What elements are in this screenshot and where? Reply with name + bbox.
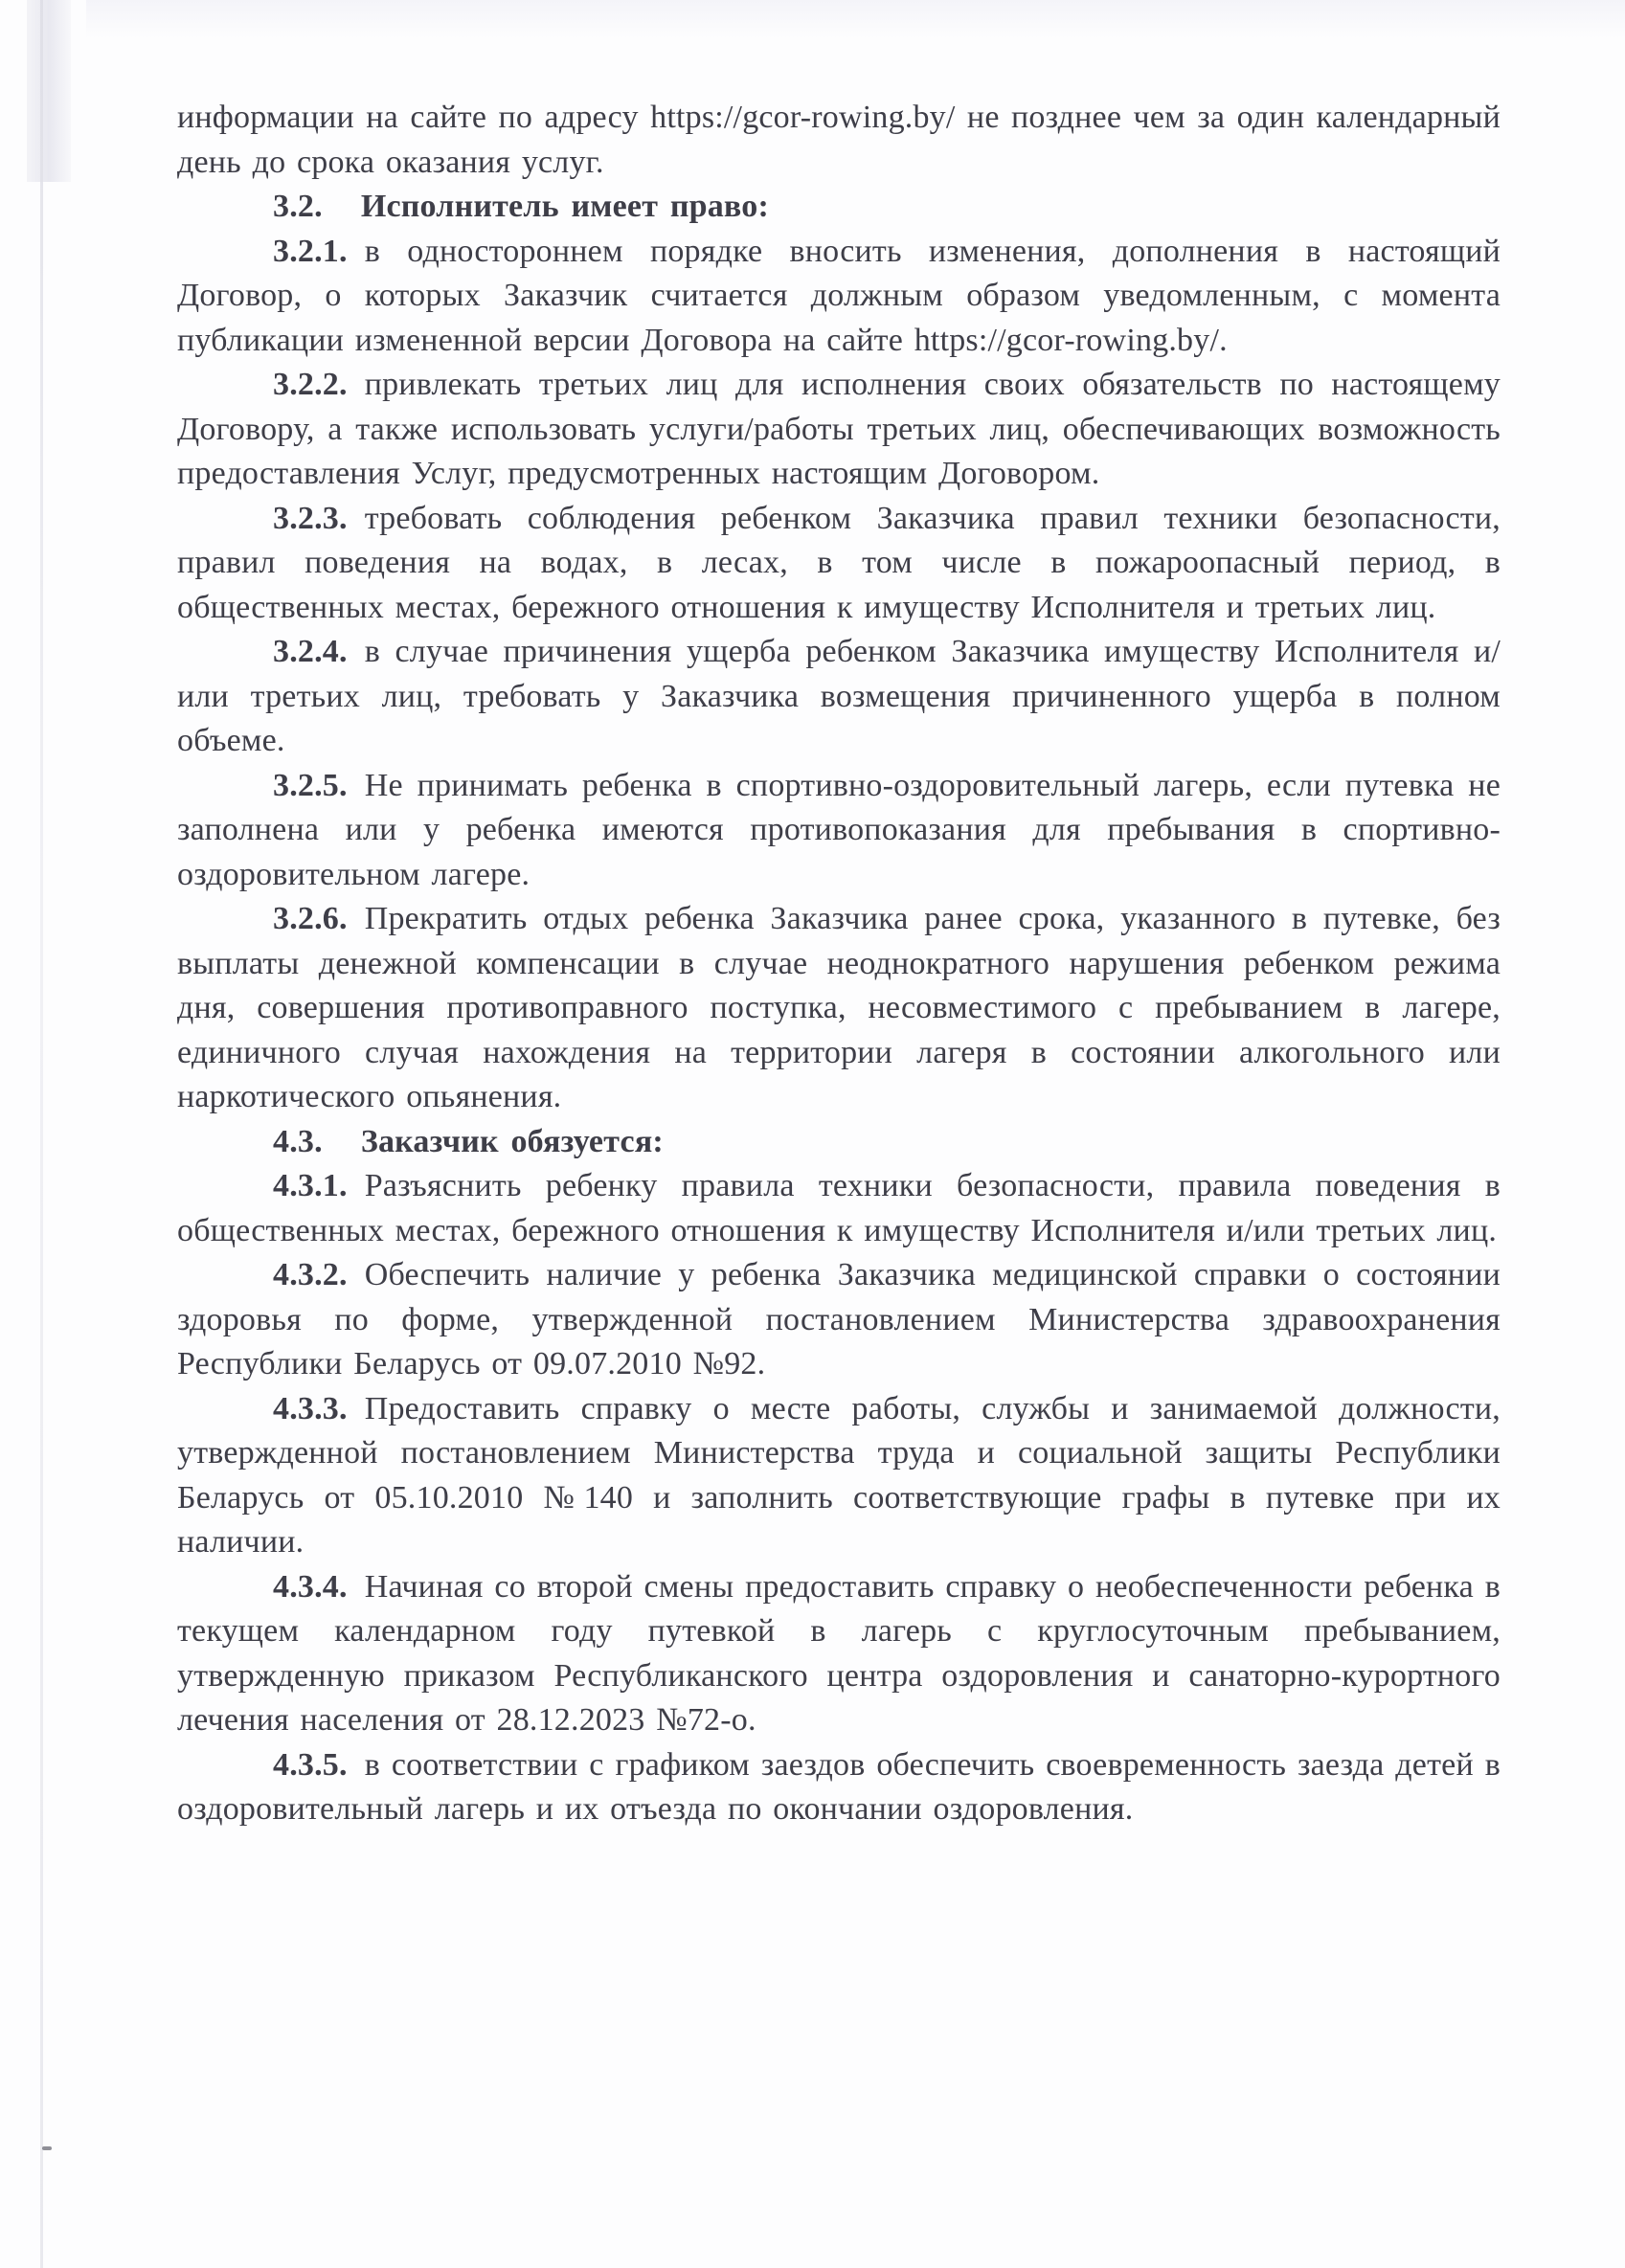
clause-number: 4.3.5. <box>273 1746 348 1783</box>
clause-number: 3.2.4. <box>273 634 348 669</box>
clause-text: Не принимать ребенка в спортивно-оздоровительный лагерь, если путевка не заполнена или у ребенка имеются противопоказания для пребывания в спортивно-оздоровительном лагере. <box>177 767 1501 892</box>
clause-paragraph <box>177 1743 1501 1832</box>
clause-text: Исполнитель имеет право: <box>360 189 769 224</box>
clause-paragraph <box>177 1387 1501 1565</box>
clause-text: Прекратить отдых ребенка Заказчика ранее срока, указанного в путевке, без выплаты денежной компенсации в случае неоднократного нарушения ребенком режима дня, совершения противоправного поступка, несовместимого с пребыванием в лагере, единичного случая нахождения на территории лагеря в состоянии алкогольного или наркотического опьянения. <box>177 901 1501 1114</box>
clause-text: в случае причинения ущерба ребенком Заказчика имуществу Исполнителя и/или третьих лиц, требовать у Заказчика возмещения причиненного ущерба в полном объеме. <box>177 634 1501 758</box>
clause-paragraph <box>177 764 1501 898</box>
clause-paragraph <box>177 1164 1501 1253</box>
clause-number: 4.3. <box>273 1123 323 1159</box>
clause-paragraph <box>177 363 1501 497</box>
scan-artifact-shade <box>27 0 71 182</box>
clause-number: 4.3.3. <box>273 1390 348 1426</box>
clause-paragraph <box>177 630 1501 764</box>
continuation-paragraph <box>177 96 1501 185</box>
clause-number: 4.3.1. <box>273 1168 348 1203</box>
scan-artifact-haze <box>86 0 1625 38</box>
clause-number: 3.2.5. <box>273 767 348 803</box>
document-body <box>177 96 1501 1832</box>
clause-text: требовать соблюдения ребенком Заказчика правил техники безопасности, правил поведения на водах, в лесах, в том числе в пожароопасный период, в общественных местах, бережного отношения к имуществу Исполнителя и третьих лиц. <box>177 500 1501 625</box>
clause-paragraph <box>177 1565 1501 1743</box>
clause-text: в соответствии с графиком заездов обеспечить своевременность заезда детей в оздоровительный лагерь и их отъезда по окончании оздоровления. <box>177 1746 1501 1827</box>
scan-artifact-tick <box>42 2146 52 2150</box>
clause-text: Начиная со второй смены предоставить справку о необеспеченности ребенка в текущем календарном году путевкой в лагерь с круглосуточным пребыванием, утвержденную приказом Республиканского центра оздоровления и санаторно-курортного лечения населения от 28.12.2023 №72-о. <box>177 1568 1501 1738</box>
clause-paragraph <box>177 230 1501 364</box>
clause-text: Заказчик обязуется: <box>360 1123 664 1159</box>
clause-number: 3.2.3. <box>273 500 348 536</box>
clause-text: информации на сайте по адресу https://gcor-rowing.by/ не позднее чем за один календарный день до срока оказания услуг. <box>177 100 1501 180</box>
clause-text: Обеспечить наличие у ребенка Заказчика медицинской справки о состоянии здоровья по форме, утвержденной постановлением Министерства здравоохранения Республики Беларусь от 09.07.2010 №92. <box>177 1257 1501 1381</box>
clause-number: 3.2. <box>273 189 323 224</box>
clause-text: Предоставить справку о месте работы, службы и занимаемой должности, утвержденной постановлением Министерства труда и социальной защиты Республики Беларусь от 05.10.2010 №140 и заполнить соответствующие графы в путевке при их наличии. <box>177 1390 1501 1560</box>
clause-number: 3.2.6. <box>273 901 348 936</box>
clause-number: 4.3.4. <box>273 1568 348 1605</box>
section-heading <box>177 185 1501 230</box>
clause-paragraph <box>177 1253 1501 1387</box>
clause-text: в одностороннем порядке вносить изменения, дополнения в настоящий Договор, о которых Заказчик считается должным образом уведомленным, с момента публикации измененной версии Договора на сайте https://gcor-rowing.by/. <box>177 233 1501 358</box>
clause-paragraph <box>177 497 1501 631</box>
clause-number: 3.2.1. <box>273 233 348 269</box>
scan-artifact-line <box>40 0 43 2268</box>
clause-paragraph <box>177 897 1501 1120</box>
section-heading <box>177 1120 1501 1165</box>
clause-text: Разъяснить ребенку правила техники безопасности, правила поведения в общественных местах, бережного отношения к имуществу Исполнителя и/или третьих лиц. <box>177 1168 1501 1248</box>
clause-number: 4.3.2. <box>273 1257 348 1292</box>
clause-text: привлекать третьих лиц для исполнения своих обязательств по настоящему Договору, а также использовать услуги/работы третьих лиц, обеспечивающих возможность предоставления Услуг, предусмотренных настоящим Договором. <box>177 367 1501 491</box>
clause-number: 3.2.2. <box>273 367 348 402</box>
